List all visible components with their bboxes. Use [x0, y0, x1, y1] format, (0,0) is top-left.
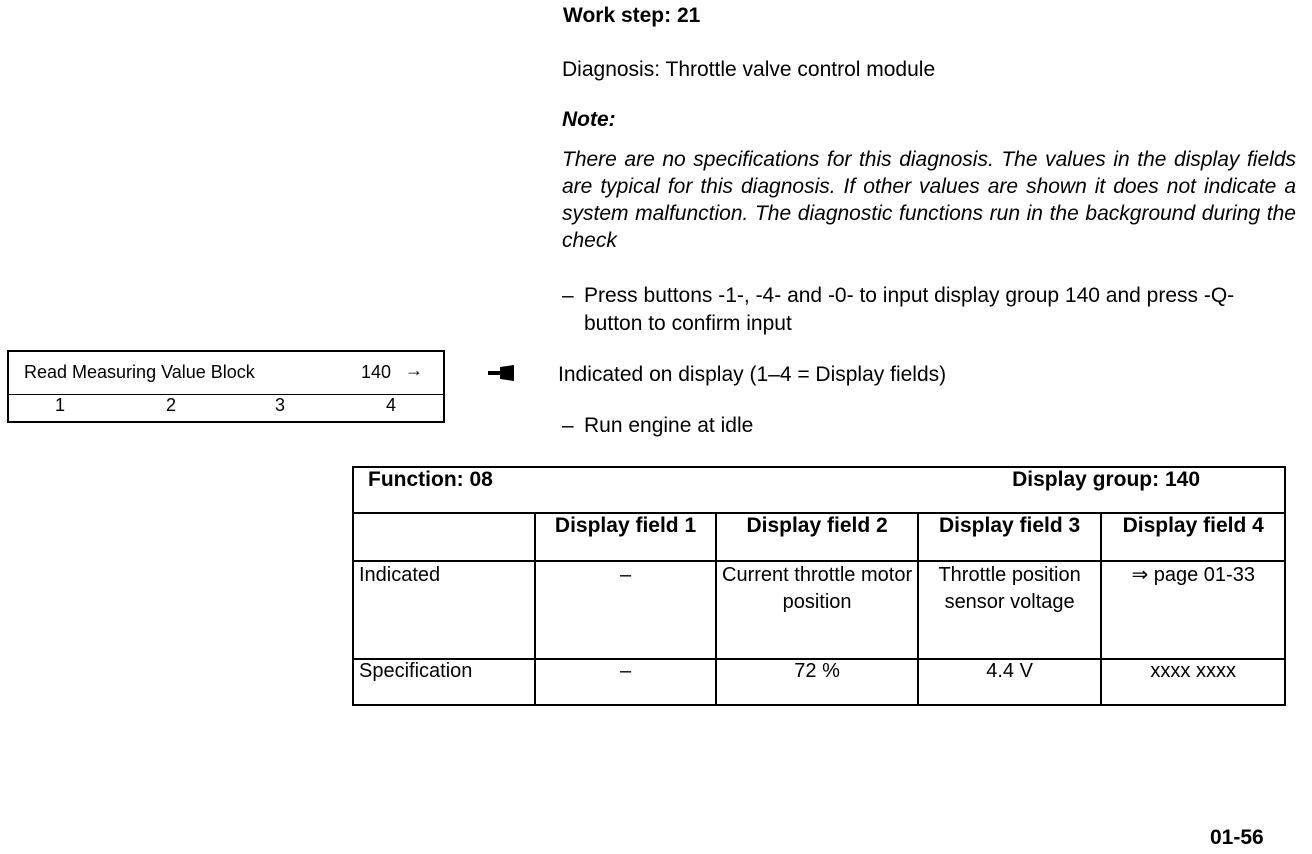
table-cell: Throttle position sensor voltage: [918, 561, 1102, 659]
table-row-specification: [353, 659, 1285, 705]
row-label: Specification: [353, 659, 535, 705]
dash-mark: –: [562, 284, 574, 307]
table-cell: xxxx xxxx: [1101, 659, 1285, 705]
diagnosis-line: Diagnosis: Throttle valve control module: [562, 58, 936, 81]
table-cell: –: [535, 561, 717, 659]
display-field-2: 2: [166, 395, 177, 415]
page-reference: ⇒ page 01-33: [1101, 561, 1285, 659]
display-box-label: Read Measuring Value Block: [24, 362, 255, 382]
function-label: Function: 08: [368, 468, 493, 491]
column-header: Display field 1: [535, 513, 717, 561]
arrow-right-icon: →: [405, 360, 423, 380]
note-label: Note:: [562, 108, 616, 131]
column-header-row: [353, 513, 1285, 561]
display-field-4: 4: [386, 395, 397, 415]
instruction-text: Press buttons -1-, -4- and -0- to input display group 140 and press -Q- button to confirm input: [584, 284, 1235, 335]
page-number: 01-56: [1210, 826, 1264, 849]
display-box-fields: [9, 395, 443, 421]
row-label: Indicated: [353, 561, 535, 659]
display-box: [7, 350, 445, 423]
display-box-group: 140: [361, 362, 392, 382]
column-header: Display field 3: [918, 513, 1102, 561]
instruction-press-buttons: [562, 282, 1272, 338]
table-row-indicated: [353, 561, 1285, 659]
table-cell: –: [535, 659, 717, 705]
column-header-empty: [353, 513, 535, 561]
instruction-run-engine: [562, 412, 962, 440]
work-step-title: Work step: 21: [563, 4, 701, 27]
measuring-value-table: [352, 466, 1286, 706]
note-text: There are no specifications for this diagnosis. The values in the display fields are typical for this diagnosis. If other values are shown it does not indicate a system malfunction. The diagnostic functions run in the background during the check: [562, 148, 1296, 252]
pointer-icon: [488, 365, 514, 381]
dash-mark: –: [562, 414, 574, 437]
column-header: Display field 2: [716, 513, 918, 561]
display-group-label: Display group: 140: [1012, 468, 1200, 491]
column-header: Display field 4: [1101, 513, 1285, 561]
table-header-row: [353, 467, 1285, 513]
display-field-1: 1: [55, 395, 66, 415]
table-cell: 72 %: [716, 659, 918, 705]
indicated-on-display: Indicated on display (1–4 = Display fields): [558, 363, 947, 386]
instruction-text: Run engine at idle: [584, 414, 754, 437]
table-cell: Current throttle motor position: [716, 561, 918, 659]
display-field-3: 3: [275, 395, 286, 415]
table-header-cell: [353, 467, 1285, 513]
display-box-header: [9, 352, 443, 395]
table-cell: 4.4 V: [918, 659, 1102, 705]
